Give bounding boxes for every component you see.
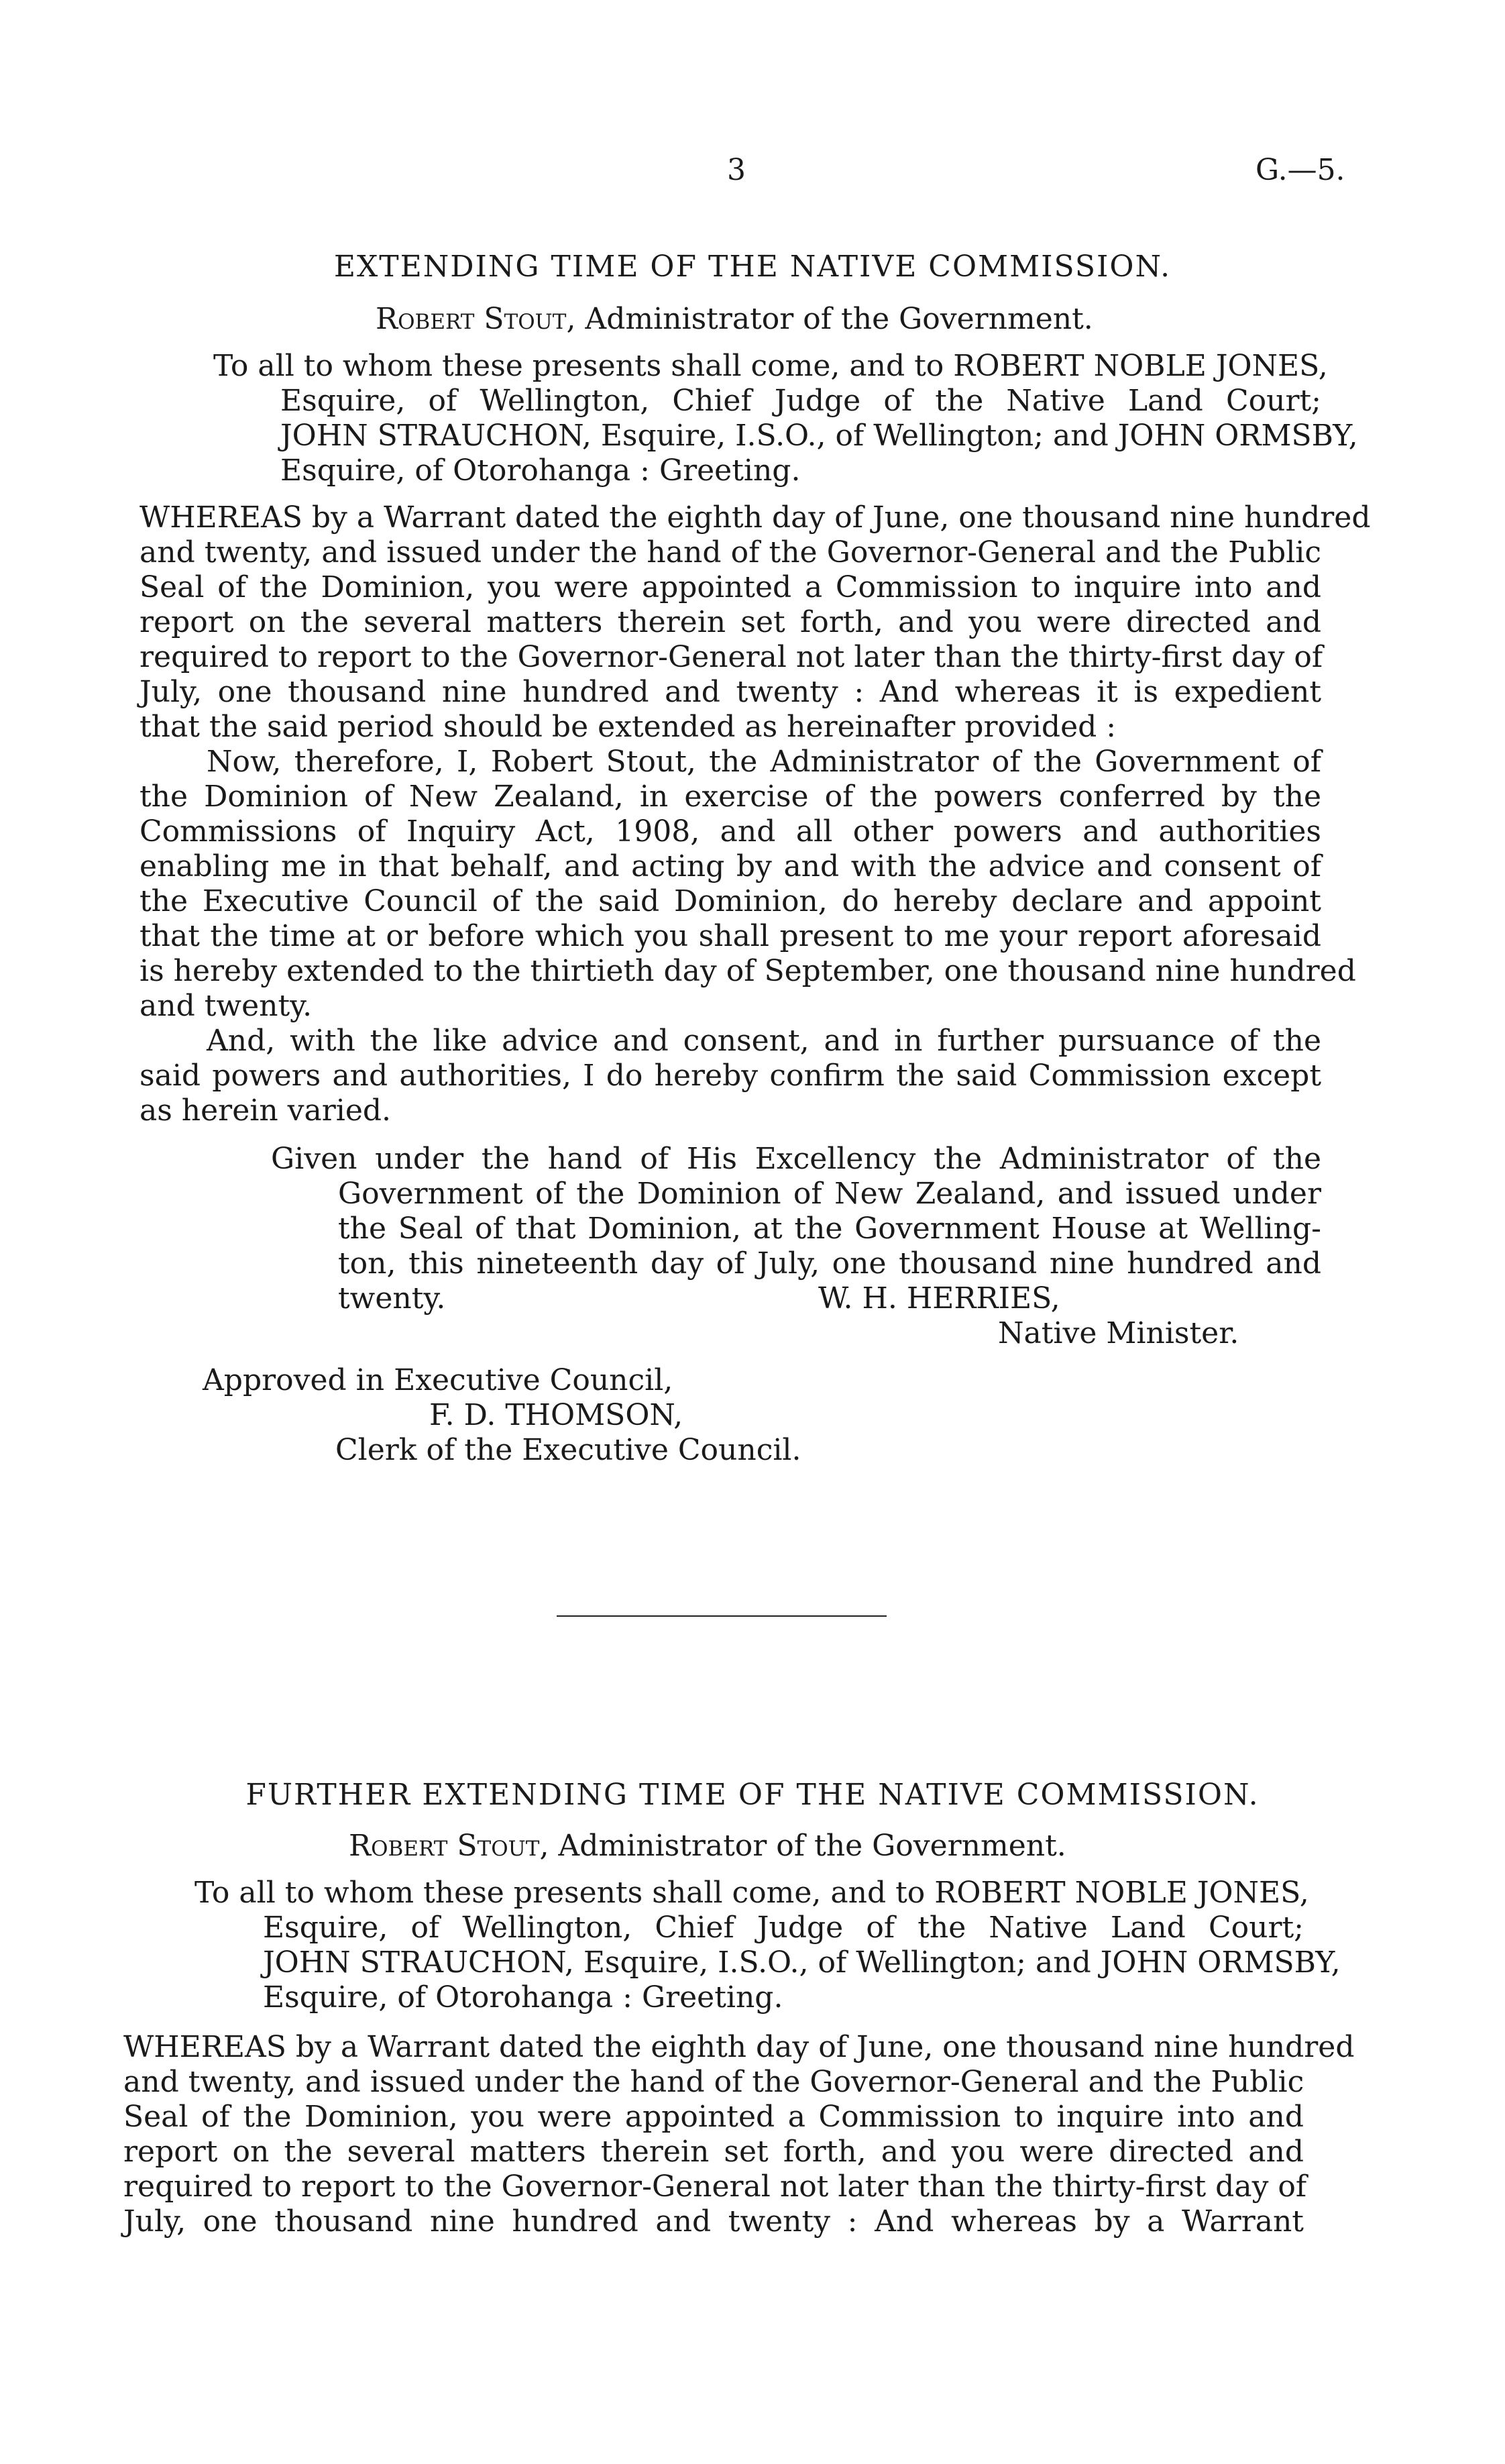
section1-whereas-line: Seal of the Dominion, you were appointed a Commission to inquire into and (140, 570, 1321, 604)
approved-line: Approved in Executive Council, (203, 1363, 673, 1397)
section1-address-line: To all to whom these presents shall come, and to ROBERT NOBLE JONES, (213, 349, 1328, 383)
section1-whereas-line: report on the several matters therein set forth, and you were directed and (140, 605, 1321, 639)
section1-now-line: enabling me in that behalf, and acting by and with the advice and consent of (140, 849, 1321, 883)
section1-whereas-line: and twenty, and issued under the hand of the Governor-General and the Public (140, 535, 1321, 570)
section1-title: EXTENDING TIME OF THE NATIVE COMMISSION. (333, 250, 1172, 284)
document-reference: G.—5. (1256, 153, 1345, 187)
section2-whereas-line: July, one thousand nine hundred and twenty : And whereas by a Warrant (123, 2204, 1304, 2239)
section1-now-line: and twenty. (140, 989, 313, 1023)
section-divider (557, 1615, 887, 1617)
section1-given-line: Given under the hand of His Excellency the Administrator of the (271, 1142, 1321, 1176)
section1-now-line: the Dominion of New Zealand, in exercise of the powers conferred by the (140, 780, 1321, 814)
clerk-title: Clerk of the Executive Council. (335, 1433, 801, 1467)
section1-whereas-line: that the said period should be extended as hereinafter provided : (140, 710, 1117, 744)
section1-and-line: as herein varied. (140, 1093, 392, 1128)
section1-now-line: the Executive Council of the said Dominion, do hereby declare and appoint (140, 884, 1321, 918)
section1-whereas-line: July, one thousand nine hundred and twenty : And whereas it is expedient (140, 675, 1321, 709)
page-number: 3 (727, 153, 746, 187)
section1-given-line: the Seal of that Dominion, at the Government House at Welling- (338, 1212, 1321, 1246)
section2-whereas-line: required to report to the Governor-General not later than the thirty-first day of (123, 2170, 1307, 2204)
section1-byline: Robert Stout, Administrator of the Government. (376, 302, 1093, 336)
section2-title: FURTHER EXTENDING TIME OF THE NATIVE COMMISSION. (245, 1778, 1260, 1812)
section1-whereas-line: required to report to the Governor-General not later than the thirty-first day of (140, 640, 1323, 674)
section1-now-line: Now, therefore, I, Robert Stout, the Administrator of the Government of (207, 745, 1321, 779)
section1-now-line: is hereby extended to the thirtieth day of September, one thousand nine hundred (140, 954, 1356, 988)
clerk-name: F. D. THOMSON, (429, 1398, 683, 1432)
section2-address-line: To all to whom these presents shall come, and to ROBERT NOBLE JONES, (194, 1876, 1309, 1910)
section1-given-line: Government of the Dominion of New Zealand, and issued under (338, 1177, 1321, 1211)
section2-address-line: Esquire, of Otorohanga : Greeting. (263, 1980, 783, 2015)
section1-address-line: Esquire, of Wellington, Chief Judge of the Native Land Court; (280, 384, 1321, 418)
section2-address-line: Esquire, of Wellington, Chief Judge of the Native Land Court; (263, 1911, 1304, 1945)
section1-given-line: ton, this nineteenth day of July, one thousand nine hundred and (338, 1246, 1321, 1281)
section1-now-line: Commissions of Inquiry Act, 1908, and all other powers and authorities (140, 814, 1321, 849)
signature-name: W. H. HERRIES, (818, 1281, 1060, 1316)
section1-now-line: that the time at or before which you shall present to me your report aforesaid (140, 919, 1321, 953)
section1-address-line: Esquire, of Otorohanga : Greeting. (280, 453, 801, 488)
section2-whereas-line: WHEREAS by a Warrant dated the eighth day of June, one thousand nine hundred (123, 2030, 1355, 2064)
signature-title: Native Minister. (998, 1316, 1239, 1350)
section2-address-line: JOHN STRAUCHON, Esquire, I.S.O., of Wellington; and JOHN ORMSBY, (263, 1945, 1341, 1980)
section2-whereas-line: and twenty, and issued under the hand of the Governor-General and the Public (123, 2065, 1304, 2099)
section1-address-line: JOHN STRAUCHON, Esquire, I.S.O., of Wellington; and JOHN ORMSBY, (280, 419, 1358, 453)
section1-and-line: said powers and authorities, I do hereby confirm the said Commission except (140, 1059, 1321, 1093)
section2-whereas-line: Seal of the Dominion, you were appointed a Commission to inquire into and (123, 2100, 1304, 2134)
section1-whereas-line: WHEREAS by a Warrant dated the eighth day of June, one thousand nine hundred (140, 500, 1371, 535)
section2-whereas-line: report on the several matters therein set forth, and you were directed and (123, 2135, 1304, 2169)
section2-byline: Robert Stout, Administrator of the Government. (349, 1829, 1066, 1863)
section1-and-line: And, with the like advice and consent, and in further pursuance of the (207, 1024, 1321, 1058)
section1-given-line: twenty. (338, 1281, 446, 1316)
